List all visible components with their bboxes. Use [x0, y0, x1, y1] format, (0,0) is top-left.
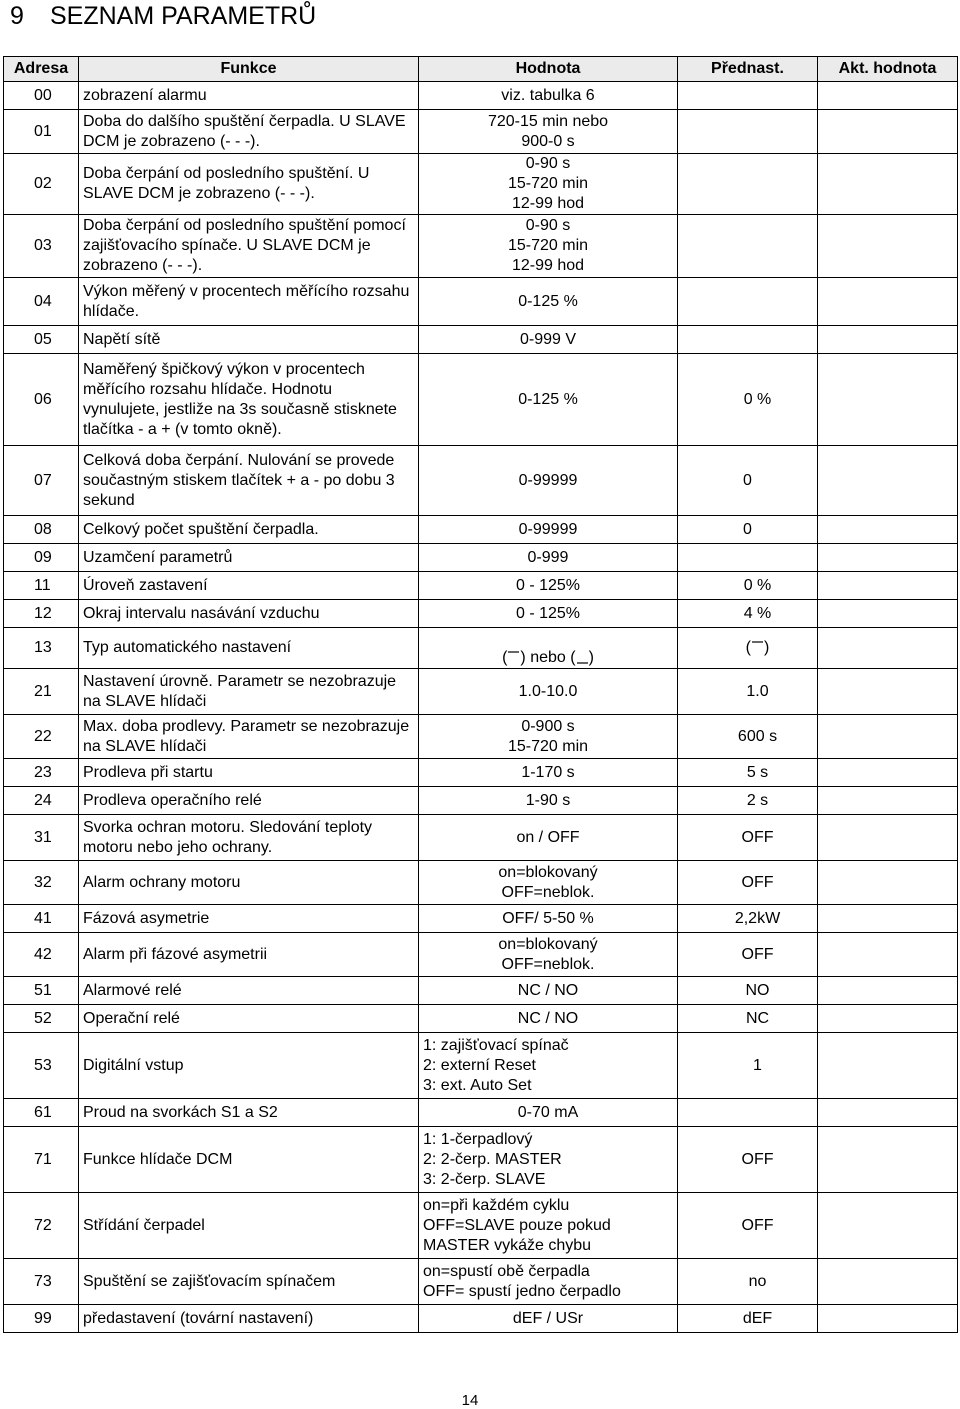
table-row: [4, 759, 958, 787]
section-heading: [10, 0, 316, 32]
row-actual: [818, 326, 958, 354]
row-actual: [818, 215, 958, 278]
row-address: 11: [4, 572, 79, 600]
page-number: 14: [461, 1392, 479, 1409]
row-actual: [818, 1033, 958, 1099]
row-value: 0-99999: [419, 446, 678, 516]
row-value: 1-170 s: [419, 759, 678, 787]
row-function: Max. doba prodlevy. Parametr se nezobrazuje na SLAVE hlídači: [79, 715, 419, 759]
row-address: 53: [4, 1033, 79, 1099]
row-address: 73: [4, 1259, 79, 1305]
row-function: Prodleva při startu: [79, 759, 419, 787]
row-address: 41: [4, 905, 79, 933]
row-actual: [818, 154, 958, 215]
row-actual: [818, 759, 958, 787]
row-value: on / OFF: [419, 815, 678, 861]
row-actual: [818, 572, 958, 600]
table-row: [4, 600, 958, 628]
row-function: Doba čerpání od posledního spuštění. U SLAVE DCM je zobrazeno (- - -).: [79, 154, 419, 215]
table-row: [4, 354, 958, 446]
row-address: 42: [4, 933, 79, 977]
row-preset: [678, 82, 818, 110]
row-value: 0 - 125%: [419, 572, 678, 600]
row-value: 0-90 s 15-720 min 12-99 hod: [419, 154, 678, 215]
row-function: Napětí sítě: [79, 326, 419, 354]
table-row: [4, 446, 958, 516]
row-actual: [818, 628, 958, 669]
row-actual: [818, 1193, 958, 1259]
table-row: [4, 1099, 958, 1127]
row-actual: [818, 600, 958, 628]
row-value: 0-125 %: [419, 354, 678, 446]
row-value: 0-99999: [419, 516, 678, 544]
table-row: [4, 861, 958, 905]
row-address: 23: [4, 759, 79, 787]
table-row: [4, 154, 958, 215]
row-address: 24: [4, 787, 79, 815]
table-row: [4, 572, 958, 600]
row-value: 0 - 125%: [419, 600, 678, 628]
table-row: [4, 110, 958, 154]
table-row: [4, 1259, 958, 1305]
overline-segment-icon: [507, 650, 520, 664]
row-address: 00: [4, 82, 79, 110]
parameter-table: [3, 56, 958, 1333]
preset-paren-close: ): [764, 639, 770, 656]
row-function: Fázová asymetrie: [79, 905, 419, 933]
table-row: [4, 715, 958, 759]
row-value: on=spustí obě čerpadla OFF= spustí jedno čerpadlo: [419, 1259, 678, 1305]
row-preset: [678, 628, 818, 669]
row-preset: OFF: [678, 1193, 818, 1259]
row-address: 08: [4, 516, 79, 544]
row-function: Okraj intervalu nasávání vzduchu: [79, 600, 419, 628]
row-function: Úroveň zastavení: [79, 572, 419, 600]
row-function: Celková doba čerpání. Nulování se provede součastným stiskem tlačítek + a - po dobu 3 sekund: [79, 446, 419, 516]
table-header-row: [4, 57, 958, 82]
row-value: 1.0-10.0: [419, 669, 678, 715]
table-row: [4, 215, 958, 278]
row-function: Digitální vstup: [79, 1033, 419, 1099]
row-function: Prodleva operačního relé: [79, 787, 419, 815]
row-address: 07: [4, 446, 79, 516]
row-value: 0-999 V: [419, 326, 678, 354]
row-preset: 0 %: [678, 354, 818, 446]
row-value: 1: zajišťovací spínač 2: externí Reset 3: ext. Auto Set: [419, 1033, 678, 1099]
overline-segment-icon: [751, 640, 764, 654]
row-actual: [818, 1005, 958, 1033]
row-value: 1: 1-čerpadlový 2: 2-čerp. MASTER 3: 2-čerp. SLAVE: [419, 1127, 678, 1193]
row-preset: no: [678, 1259, 818, 1305]
row-preset: 1.0: [678, 669, 818, 715]
table-row: [4, 1305, 958, 1333]
row-function: Operační relé: [79, 1005, 419, 1033]
header-function: Funkce: [79, 57, 419, 82]
row-value: 0-90 s 15-720 min 12-99 hod: [419, 215, 678, 278]
row-preset: OFF: [678, 815, 818, 861]
table-row: [4, 326, 958, 354]
row-address: 72: [4, 1193, 79, 1259]
row-value: OFF/ 5-50 %: [419, 905, 678, 933]
row-function: Nastavení úrovně. Parametr se nezobrazuje na SLAVE hlídači: [79, 669, 419, 715]
row-preset: [678, 544, 818, 572]
row-actual: [818, 933, 958, 977]
row-preset: OFF: [678, 861, 818, 905]
row-preset: 1: [678, 1033, 818, 1099]
row-preset: 0 %: [678, 572, 818, 600]
row-actual: [818, 544, 958, 572]
row-function: Střídání čerpadel: [79, 1193, 419, 1259]
row-function: Doba čerpání od posledního spuštění pomocí zajišťovacího spínače. U SLAVE DCM je zobrazeno (- - -).: [79, 215, 419, 278]
row-preset: OFF: [678, 1127, 818, 1193]
row-function: Doba do dalšího spuštění čerpadla. U SLAVE DCM je zobrazeno (- - -).: [79, 110, 419, 154]
row-value: 720-15 min nebo 900-0 s: [419, 110, 678, 154]
row-address: 21: [4, 669, 79, 715]
row-function: Spuštění se zajišťovacím spínačem: [79, 1259, 419, 1305]
row-actual: [818, 905, 958, 933]
section-title: SEZNAM PARAMETRŮ: [50, 2, 317, 30]
row-function: Naměřený špičkový výkon v procentech měřícího rozsahu hlídače. Hodnotu vynulujete, jestliže na 3s současně stisknete tlačítka - a + (v tomto okně).: [79, 354, 419, 446]
underline-segment-icon: [576, 650, 589, 664]
table-row: [4, 933, 958, 977]
row-function: Alarm při fázové asymetrii: [79, 933, 419, 977]
header-actual: Akt. hodnota: [818, 57, 958, 82]
row-address: 31: [4, 815, 79, 861]
row-address: 32: [4, 861, 79, 905]
row-address: 02: [4, 154, 79, 215]
row-preset: 2,2kW: [678, 905, 818, 933]
table-row: [4, 669, 958, 715]
row-function: Alarmové relé: [79, 977, 419, 1005]
value-paren-open: (: [502, 649, 508, 666]
row-function: předastavení (tovární nastavení): [79, 1305, 419, 1333]
row-actual: [818, 516, 958, 544]
row-actual: [818, 815, 958, 861]
table-row: [4, 815, 958, 861]
header-address: Adresa: [4, 57, 79, 82]
row-value: 0-125 %: [419, 278, 678, 326]
row-value: NC / NO: [419, 1005, 678, 1033]
row-function: Výkon měřený v procentech měřícího rozsahu hlídače.: [79, 278, 419, 326]
row-actual: [818, 715, 958, 759]
row-preset: [678, 154, 818, 215]
row-function: Uzamčení parametrů: [79, 544, 419, 572]
row-value: dEF / USr: [419, 1305, 678, 1333]
row-address: 99: [4, 1305, 79, 1333]
value-paren-close: ): [588, 649, 594, 666]
row-address: 52: [4, 1005, 79, 1033]
row-address: 13: [4, 628, 79, 669]
row-preset: [678, 278, 818, 326]
header-value: Hodnota: [419, 57, 678, 82]
table-row: [4, 278, 958, 326]
preset-paren-open: (: [745, 639, 751, 656]
row-address: 51: [4, 977, 79, 1005]
row-address: 12: [4, 600, 79, 628]
row-preset: 600 s: [678, 715, 818, 759]
row-preset: [678, 110, 818, 154]
table-row: [4, 628, 958, 669]
row-value: 1-90 s: [419, 787, 678, 815]
table-row: [4, 1193, 958, 1259]
row-value: viz. tabulka 6: [419, 82, 678, 110]
row-value: 0-900 s 15-720 min: [419, 715, 678, 759]
row-preset: [678, 326, 818, 354]
table-row: [4, 544, 958, 572]
row-actual: [818, 1099, 958, 1127]
row-preset: [678, 215, 818, 278]
table-row: [4, 82, 958, 110]
value-separator: ) nebo (: [520, 649, 576, 666]
row-actual: [818, 278, 958, 326]
row-address: 09: [4, 544, 79, 572]
row-preset: 4 %: [678, 600, 818, 628]
row-preset: 0: [678, 516, 818, 544]
row-actual: [818, 110, 958, 154]
row-preset: 5 s: [678, 759, 818, 787]
row-function: Proud na svorkách S1 a S2: [79, 1099, 419, 1127]
table-row: [4, 1033, 958, 1099]
row-preset: NO: [678, 977, 818, 1005]
row-actual: [818, 82, 958, 110]
row-value: on=blokovaný OFF=neblok.: [419, 861, 678, 905]
row-preset: dEF: [678, 1305, 818, 1333]
row-preset: 0: [678, 446, 818, 516]
row-actual: [818, 861, 958, 905]
row-value: 0-999: [419, 544, 678, 572]
row-actual: [818, 446, 958, 516]
table-row: [4, 516, 958, 544]
row-function: Svorka ochran motoru. Sledování teploty motoru nebo jeho ochrany.: [79, 815, 419, 861]
row-value: NC / NO: [419, 977, 678, 1005]
header-preset: Přednast.: [678, 57, 818, 82]
row-function: Funkce hlídače DCM: [79, 1127, 419, 1193]
row-address: 22: [4, 715, 79, 759]
row-actual: [818, 354, 958, 446]
row-address: 01: [4, 110, 79, 154]
section-number: 9: [10, 2, 24, 30]
row-address: 03: [4, 215, 79, 278]
row-address: 04: [4, 278, 79, 326]
row-value: on=při každém cyklu OFF=SLAVE pouze pokud MASTER vykáže chybu: [419, 1193, 678, 1259]
row-function: Typ automatického nastavení: [79, 628, 419, 669]
row-address: 61: [4, 1099, 79, 1127]
row-address: 71: [4, 1127, 79, 1193]
row-preset: [678, 1099, 818, 1127]
row-actual: [818, 1127, 958, 1193]
row-actual: [818, 669, 958, 715]
row-preset: NC: [678, 1005, 818, 1033]
row-value: on=blokovaný OFF=neblok.: [419, 933, 678, 977]
row-value: 0-70 mA: [419, 1099, 678, 1127]
row-actual: [818, 977, 958, 1005]
row-function: Alarm ochrany motoru: [79, 861, 419, 905]
row-actual: [818, 1305, 958, 1333]
row-function: Celkový počet spuštění čerpadla.: [79, 516, 419, 544]
row-actual: [818, 1259, 958, 1305]
row-preset: 2 s: [678, 787, 818, 815]
table-row: [4, 905, 958, 933]
row-address: 05: [4, 326, 79, 354]
table-row: [4, 1127, 958, 1193]
table-row: [4, 1005, 958, 1033]
table-row: [4, 787, 958, 815]
row-address: 06: [4, 354, 79, 446]
row-function: zobrazení alarmu: [79, 82, 419, 110]
row-preset: OFF: [678, 933, 818, 977]
row-actual: [818, 787, 958, 815]
table-row: [4, 977, 958, 1005]
row-value: [419, 628, 678, 669]
